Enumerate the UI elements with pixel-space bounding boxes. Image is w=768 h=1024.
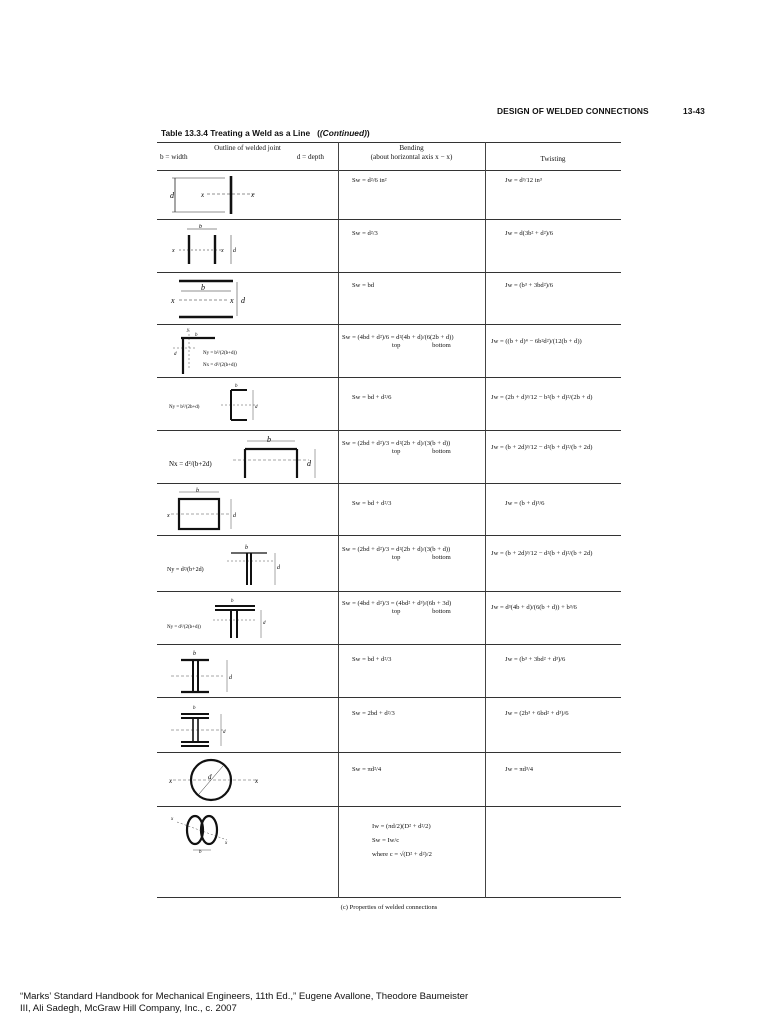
label-b: b [231, 599, 234, 604]
label-x: x [169, 777, 173, 785]
bending-row-7 [352, 500, 391, 508]
twisting-row-8 [491, 550, 592, 558]
inertia-formula: Iw = (πd/2)(D² + d²/2) [372, 823, 431, 830]
bending-row-13 [372, 820, 432, 862]
label-ny: Ny = d²/(2(b+d)) [167, 625, 201, 630]
twisting-formula: Jw = (b³ + 3bd²)/6 [505, 282, 554, 289]
twisting-row-4 [491, 338, 582, 346]
bending-row-12 [352, 766, 381, 774]
row-rule [157, 272, 621, 273]
row-rule [157, 219, 621, 220]
twisting-row-10 [505, 656, 565, 664]
label-d: d [277, 565, 280, 571]
label-x: x [171, 817, 174, 822]
col-bending-header [338, 144, 485, 162]
twisting-formula: Jw = (2b + d)³/12 − b²(b + d)²/(2b + d) [491, 394, 593, 401]
twisting-formula: Jw = ((b + d)⁴ − 6b²d²)/(12(b + d)) [491, 338, 582, 345]
figure-tee-weld [165, 539, 285, 589]
row-rule [157, 644, 621, 645]
label-b: b [199, 224, 202, 230]
label-ny: Ny = b²/(2b+d) [169, 405, 200, 410]
header-rule [157, 170, 621, 171]
bending-row-8 [342, 546, 451, 562]
twisting-row-9 [491, 604, 577, 612]
figure-angle-weld [165, 328, 265, 376]
twisting-row-3 [505, 282, 553, 290]
bending-row-1 [352, 177, 387, 185]
figure-double-i-section-weld [167, 702, 257, 750]
bending-formula: Sw = (4bd + d²)/3 = (4bd² + d³)/(6b + 3d) [342, 600, 452, 607]
label-b: b [199, 850, 202, 855]
col-bending-axis: (about horizontal axis x − x) [370, 153, 453, 161]
figure-two-circular-welds [167, 810, 257, 860]
top-label: top [392, 448, 401, 455]
figure-single-vertical-weld [167, 172, 257, 217]
label-d: d [223, 730, 226, 735]
twisting-formula: Jw = d³(4b + d)/(6(b + d)) + b³/6 [491, 604, 577, 611]
label-d: d [233, 248, 236, 254]
header-title: DESIGN OF WELDED CONNECTIONS [497, 106, 649, 116]
twisting-row-7 [505, 500, 544, 508]
twisting-formula: Jw = (b + 2d)³/12 − d²(b + d)²/(b + 2d) [491, 550, 593, 557]
figure-box-weld [167, 487, 257, 533]
label-x: x [171, 296, 175, 305]
label-x: x [225, 841, 228, 846]
col-outline-depth: d = depth [296, 153, 324, 161]
label-d: d [263, 621, 266, 626]
bending-formula: Sw = πd²/4 [352, 766, 382, 773]
col-outline-width: b = width [160, 153, 188, 161]
label-b: b [193, 706, 196, 711]
label-ny: Ny = d²/(b+2d) [167, 567, 204, 573]
table-title: Table 13.3.4 Treating a Weld as a Line ((Continued)) [161, 128, 370, 138]
bending-formula: Sw = (4bd + d²)/6 = d²(4b + d)/(6(2b + d)) [342, 334, 454, 341]
top-label: top [392, 608, 401, 615]
bending-row-4 [342, 334, 454, 350]
label-b: b [245, 545, 248, 551]
table-bottom-rule [157, 897, 621, 898]
label-nx: Nx = d²/(b+2d) [169, 460, 212, 468]
label-b: b [267, 435, 271, 444]
col-divider-2 [485, 142, 486, 898]
bending-row-2 [352, 230, 378, 238]
row-rule [157, 324, 621, 325]
source-citation [20, 991, 580, 1015]
figure-circular-weld [167, 756, 267, 804]
twisting-formula: Jw = d(3b² + d²)/6 [505, 230, 554, 237]
figure-two-vertical-welds [171, 224, 241, 269]
row-rule [157, 806, 621, 807]
bending-row-11 [352, 710, 395, 718]
row-rule [157, 483, 621, 484]
label-x: x [221, 248, 224, 254]
label-d: d [233, 513, 236, 519]
label-x: x [255, 777, 259, 785]
bottom-label: bottom [432, 342, 451, 349]
label-d: d [208, 773, 212, 781]
col-outline-header [157, 144, 338, 162]
bottom-label: bottom [432, 448, 451, 455]
bending-row-5 [352, 394, 391, 402]
citation-line-1: “Marks’ Standard Handbook for Mechanical Engineers, 11th Ed.,” Eugene Avallone, Theodore Baumeister [20, 991, 469, 1002]
twisting-formula: Jw = πd³/4 [505, 766, 534, 773]
bending-formula: Sw = d²/6 in² [352, 177, 387, 184]
figure-i-section-weld [167, 648, 257, 696]
label-d: d [255, 405, 258, 410]
label-x: x [230, 296, 234, 305]
table-title-text: Table 13.3.4 Treating a Weld as a Line [161, 128, 311, 138]
top-label: top [392, 342, 401, 349]
bending-formula: Sw = (2bd + d²)/3 = d²(2b + d)/(3(b + d)) [342, 546, 451, 553]
label-x: x [172, 248, 175, 254]
label-nx: Nx = d²/(2(b+d)) [203, 363, 237, 368]
bending-formula: Sw = bd [352, 282, 375, 289]
bending-formula: Sw = bd + d²/3 [352, 656, 392, 663]
label-d: d [174, 352, 177, 357]
bending-formula: Sw = bd + d²/6 [352, 394, 392, 401]
twisting-row-5 [491, 394, 592, 402]
running-header [497, 106, 705, 116]
twisting-row-1 [505, 177, 542, 185]
bending-formula: Sw = bd + d²/3 [352, 500, 392, 507]
label-ny: Ny = b²/(2(b+d)) [203, 351, 237, 356]
label-b: b [196, 488, 199, 494]
bending-formula: Sw = 2bd + d²/3 [352, 710, 395, 717]
label-b: b [235, 384, 238, 389]
label-x: x [201, 191, 205, 199]
bending-formula: Sw = Iw/c [372, 837, 400, 844]
row-rule [157, 697, 621, 698]
bending-row-3 [352, 282, 374, 290]
row-rule [157, 377, 621, 378]
label-d: d [229, 675, 232, 681]
citation-line-2: III, Ali Sadegh, McGraw Hill Company, Inc., c. 2007 [20, 1003, 237, 1014]
bending-row-10 [352, 656, 391, 664]
row-rule [157, 752, 621, 753]
label-b: b [201, 283, 205, 292]
label-x: x [167, 513, 170, 519]
page-number: 13-43 [683, 106, 705, 116]
twisting-formula: Jw = (b³ + 3bd² + d³)/6 [505, 656, 566, 663]
label-d: d [307, 459, 311, 468]
bottom-label: bottom [432, 554, 451, 561]
col-bending-title: Bending [399, 144, 424, 152]
row-rule [157, 591, 621, 592]
bending-formula: Sw = (2bd + d²)/3 = d²(2b + d)/(3(b + d)) [342, 440, 451, 447]
table-top-rule [157, 142, 621, 143]
row-rule [157, 430, 621, 431]
col-divider-1 [338, 142, 339, 898]
twisting-row-6 [491, 444, 592, 452]
twisting-formula: Jw = (2b³ + 6bd² + d³)/6 [505, 710, 569, 717]
twisting-formula: Jw = (b + 2d)³/12 − d²(b + d)²/(b + 2d) [491, 444, 593, 451]
top-label: top [392, 554, 401, 561]
table-caption: (c) Properties of welded connections [340, 904, 438, 911]
twisting-row-12 [505, 766, 533, 774]
label-x: x [251, 191, 255, 199]
twisting-row-11 [505, 710, 569, 718]
weld-properties-table [157, 142, 621, 898]
twisting-formula: Jw = (b + d)³/6 [505, 500, 545, 507]
col-twisting-header [485, 155, 621, 164]
row-rule [157, 535, 621, 536]
figure-channel-weld [165, 380, 265, 428]
label-b: b [195, 333, 198, 338]
bending-formula: Sw = d²/3 [352, 230, 378, 237]
label-y: y [187, 328, 190, 333]
bending-row-6 [342, 440, 451, 456]
figure-double-tee-weld [165, 594, 285, 642]
bending-row-9 [342, 600, 451, 616]
col-outline-title: Outline of welded joint [214, 144, 281, 152]
col-twisting-title: Twisting [540, 155, 566, 163]
bottom-label: bottom [432, 608, 451, 615]
table-title-continued: (Continued) [319, 128, 367, 138]
label-d: d [170, 191, 174, 200]
twisting-formula: Jw = d³/12 in³ [505, 177, 542, 184]
label-d: d [241, 296, 245, 305]
figure-inverted-channel-weld [165, 434, 337, 482]
distance-formula: where c = √(D² + d²)/2 [372, 851, 432, 858]
label-b: b [193, 651, 196, 657]
figure-two-horizontal-welds [169, 276, 249, 322]
twisting-row-2 [505, 230, 553, 238]
